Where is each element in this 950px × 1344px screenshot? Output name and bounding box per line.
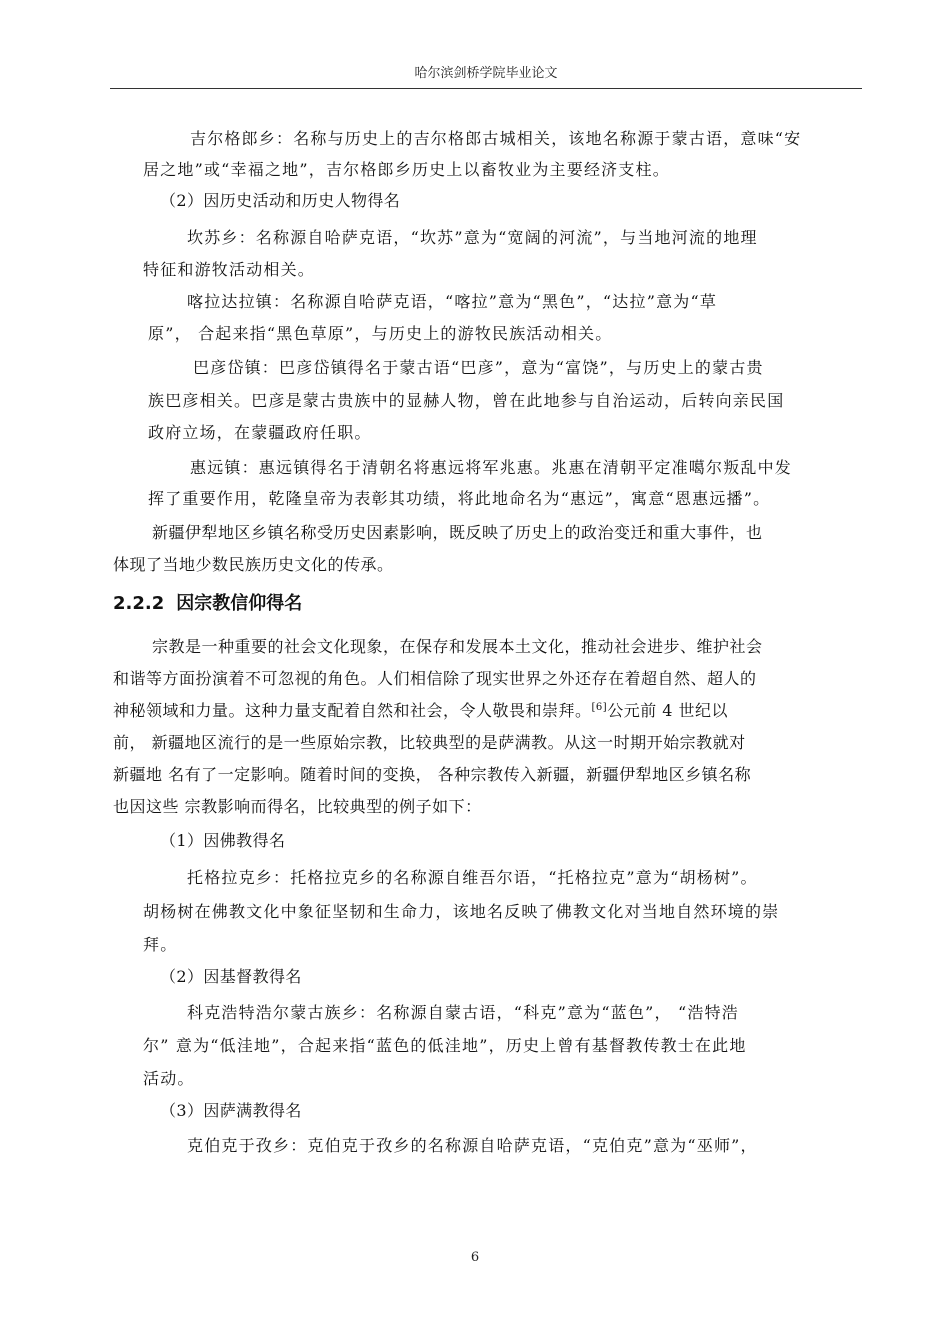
paragraph-religion-line-4: 前， 新疆地区流行的是一些原始宗教，比较典型的是萨满教。从这一时期开始宗教就对: [113, 733, 746, 752]
paragraph-religion-line-3-text: 神秘领域和力量。这种力量支配着自然和社会，令人敬畏和崇拜。: [113, 701, 592, 720]
paragraph-christianity-line-3: 活动。: [143, 1069, 195, 1088]
subheading-buddhism: （1）因佛教得名: [160, 831, 286, 850]
section-heading: [113, 588, 302, 620]
subheading-shamanism: （3）因萨满教得名: [160, 1101, 302, 1120]
paragraph-shamanism-line-1: 克伯克于孜乡：克伯克于孜乡的名称源自哈萨克语，“克伯克”意为“巫师”，: [187, 1136, 758, 1155]
subheading-history: （2）因历史活动和历史人物得名: [160, 191, 401, 210]
paragraph-kansu-line-1: 坎苏乡：名称源自哈萨克语，“坎苏”意为“宽阔的河流”，与当地河流的地理: [187, 228, 758, 247]
paragraph-buddhism-line-1: 托格拉克乡：托格拉克乡的名称源自维吾尔语，“托格拉克”意为“胡杨树”。: [187, 868, 758, 887]
paragraph-buddhism-line-2: 胡杨树在佛教文化中象征坚韧和生命力，该地名反映了佛教文化对当地自然环境的崇: [143, 902, 780, 921]
section-title: 因宗教信仰得名: [176, 593, 303, 614]
paragraph-bayandai-line-3: 政府立场，在蒙疆政府任职。: [148, 423, 372, 442]
paragraph-kaladala-line-2: 原”， 合起来指“黑色草原”，与历史上的游牧民族活动相关。: [148, 324, 613, 343]
paragraph-buddhism-line-3: 拜。: [143, 935, 178, 954]
paragraph-religion-line-5: 新疆地 名有了一定影响。随着时间的变换， 各种宗教传入新疆，新疆伊犁地区乡镇名称: [113, 765, 752, 784]
section-number: 2.2.2: [113, 593, 165, 614]
paragraph-summary-line-1: 新疆伊犁地区乡镇名称受历史因素影响，既反映了历史上的政治变迁和重大事件，也: [152, 523, 763, 542]
paragraph-religion-line-2: 和谐等方面扮演着不可忽视的角色。人们相信除了现实世界之外还存在着超自然、超人的: [113, 669, 757, 688]
subheading-christianity: （2）因基督教得名: [160, 967, 302, 986]
page-number: 6: [470, 1250, 480, 1265]
paragraph-bayandai-line-1: 巴彦岱镇：巴彦岱镇得名于蒙古语“巴彦”，意为“富饶”，与历史上的蒙古贵: [193, 358, 764, 377]
page-header: 哈尔滨剑桥学院毕业论文: [414, 66, 558, 81]
paragraph-religion-line-3: [113, 696, 728, 726]
paragraph-religion-line-1: 宗教是一种重要的社会文化现象，在保存和发展本土文化，推动社会进步、维护社会: [152, 637, 763, 656]
paragraph-summary-line-2: 体现了当地少数民族历史文化的传承。: [113, 555, 394, 574]
paragraph-religion-line-6: 也因这些 宗教影响而得名，比较典型的例子如下：: [113, 797, 482, 816]
paragraph-kansu-line-2: 特征和游牧活动相关。: [143, 260, 316, 279]
paragraph-jiergelang-line-2: 居之地”或“幸福之地”，吉尔格郎乡历史上以畜牧业为主要经济支柱。: [143, 160, 670, 179]
paragraph-christianity-line-1: 科克浩特浩尔蒙古族乡：名称源自蒙古语，“科克”意为“蓝色”， “浩特浩: [187, 1003, 739, 1022]
paragraph-jiergelang-line-1: 吉尔格郎乡：名称与历史上的吉尔格郎古城相关，该地名称源于蒙古语，意味“安: [190, 129, 802, 148]
header-divider: [110, 88, 862, 89]
paragraph-huiyuan-line-1: 惠远镇：惠远镇得名于清朝名将惠远将军兆惠。兆惠在清朝平定准噶尔叛乱中发: [190, 458, 793, 477]
citation-marker: [6]: [591, 702, 608, 713]
paragraph-kaladala-line-1: 喀拉达拉镇：名称源自哈萨克语，“喀拉”意为“黑色”，“达拉”意为“草: [187, 292, 718, 311]
paragraph-religion-line-3-tail: 公元前 4 世纪以: [607, 701, 729, 720]
paragraph-christianity-line-2: 尔” 意为“低洼地”，合起来指“蓝色的低洼地”，历史上曾有基督教传教士在此地: [143, 1036, 747, 1055]
paragraph-bayandai-line-2: 族巴彦相关。巴彦是蒙古贵族中的显赫人物，曾在此地参与自治运动，后转向亲民国: [148, 391, 785, 410]
paragraph-huiyuan-line-2: 挥了重要作用，乾隆皇帝为表彰其功绩，将此地命名为“惠远”，寓意“恩惠远播”。: [148, 489, 771, 508]
